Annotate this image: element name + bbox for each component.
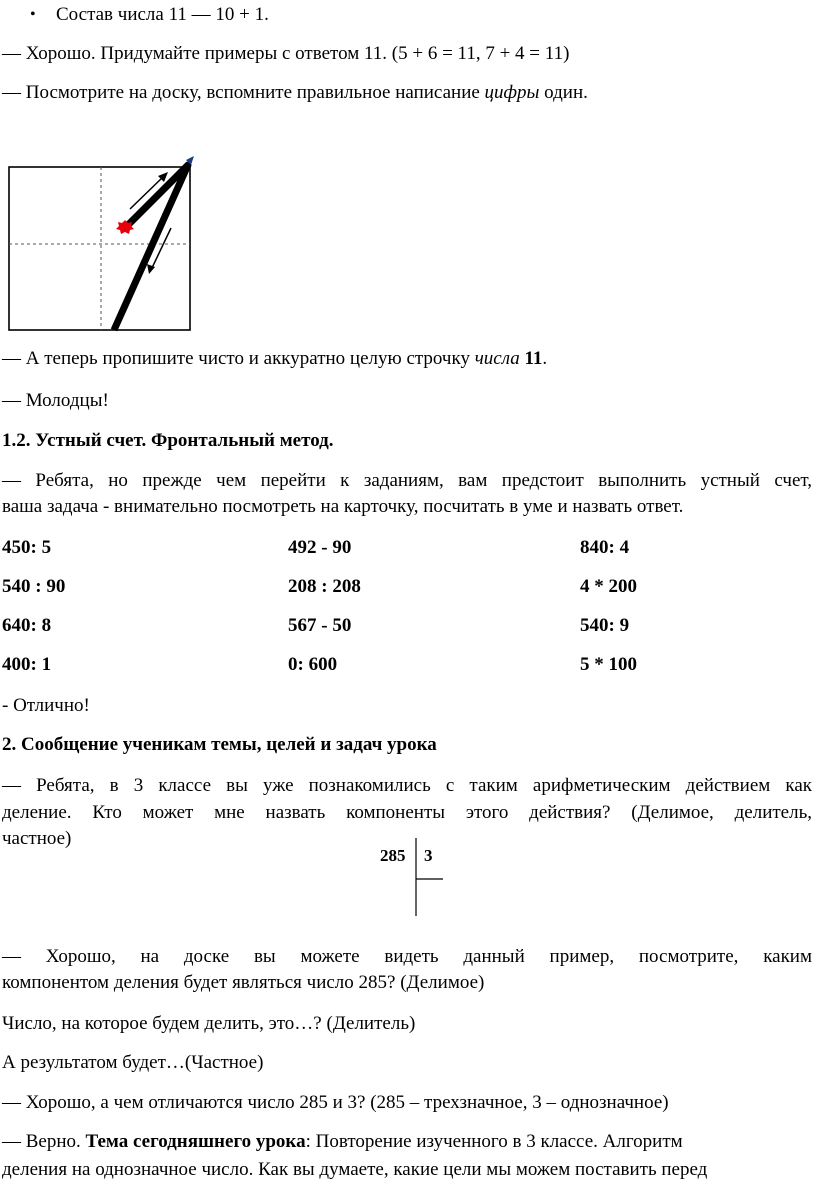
- table-cell: 840: 4: [580, 537, 630, 558]
- dividend: 285: [380, 846, 406, 865]
- table-cell: 4 * 200: [580, 576, 637, 597]
- well-done-line: — Молодцы!: [2, 390, 109, 411]
- examples-line: — Хорошо. Придумайте примеры с ответом 11. (5 + 6 = 11, 7 + 4 = 11): [2, 43, 570, 64]
- divisor: 3: [424, 846, 433, 865]
- oral-count-para-line2: ваша задача - внимательно посмотреть на карточку, посчитать в уме и назвать ответ.: [2, 496, 684, 517]
- difference-question: — Хорошо, а чем отличаются число 285 и 3? (285 – трехзначное, 3 – однозначное): [2, 1092, 669, 1113]
- section-2-para2-line1: — Хорошо, на доске вы можете видеть данный пример, посмотрите, каким: [2, 946, 812, 967]
- section-2-para2-line2: компонентом деления будет являться число 285? (Делимое): [2, 972, 485, 993]
- board-line: — Посмотрите на доску, вспомните правильное написание цифры один.: [2, 82, 588, 103]
- table-cell: 400: 1: [2, 654, 52, 675]
- digit-downstroke: [114, 165, 188, 330]
- table-cell: 0: 600: [288, 654, 338, 675]
- section-2-para1-line2: деление. Кто может мне назвать компоненты этого действия? (Делимое, делитель,: [2, 802, 812, 823]
- excellent-line: - Отлично!: [2, 695, 90, 716]
- section-2-para1-line3: частное): [2, 828, 72, 849]
- table-cell: 567 - 50: [288, 615, 352, 636]
- section-2-heading: 2. Сообщение ученикам темы, целей и задач урока: [2, 734, 437, 755]
- bullet-text: Состав числа 11 — 10 + 1.: [56, 4, 269, 25]
- section-1-2-heading: 1.2. Устный счет. Фронтальный метод.: [2, 430, 334, 451]
- write-line: — А теперь пропишите чисто и аккуратно целую строчку числа 11.: [2, 348, 548, 369]
- table-cell: 5 * 100: [580, 654, 637, 675]
- table-cell: 540: 9: [580, 615, 630, 636]
- topic-line: — Верно. Тема сегодняшнего урока: Повторение изученного в 3 классе. Алгоритм: [2, 1131, 683, 1152]
- table-cell: 640: 8: [2, 615, 52, 636]
- digit-one-figure: [0, 150, 200, 332]
- last-line: деления на однозначное число. Как вы думаете, какие цели мы можем поставить перед: [2, 1159, 708, 1180]
- table-cell: 450: 5: [2, 537, 52, 558]
- result-question: А результатом будет…(Частное): [2, 1052, 264, 1073]
- division-bracket: [410, 838, 450, 918]
- table-cell: 540 : 90: [2, 576, 66, 597]
- bullet-icon: •: [30, 6, 36, 23]
- section-2-para1-line1: — Ребята, в 3 классе вы уже познакомились с таким арифметическим действием как: [2, 775, 812, 796]
- oral-count-para-line1: — Ребята, но прежде чем перейти к заданиям, вам предстоит выполнить устный счет,: [2, 470, 812, 491]
- table-cell: 208 : 208: [288, 576, 361, 597]
- table-cell: 492 - 90: [288, 537, 352, 558]
- digit-upstroke: [125, 165, 188, 228]
- divisor-question: Число, на которое будем делить, это…? (Делитель): [2, 1013, 416, 1034]
